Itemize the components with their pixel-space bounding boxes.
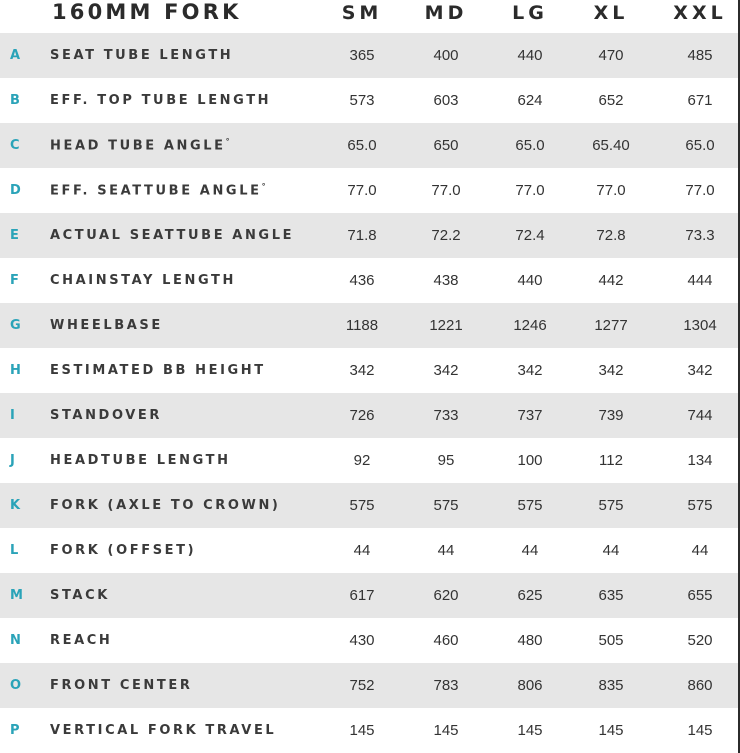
row-label-text: ESTIMATED BB HEIGHT [50,363,266,378]
row-label-text: STACK [50,588,110,603]
degree-symbol: ° [261,182,266,192]
row-label [50,137,332,153]
value-xl: 835 [598,677,624,694]
value-xl: 77.0 [596,182,626,199]
value-sm: 1188 [345,317,379,334]
value-lg: 440 [517,47,543,64]
value-md: 620 [433,587,459,604]
table-row [0,393,740,438]
value-md: 400 [433,47,459,64]
table-row [0,438,740,483]
value-sm: 77.0 [347,182,377,199]
table-body [0,33,740,753]
row-label-text: HEAD TUBE ANGLE [50,138,226,154]
value-md: 72.2 [431,227,461,244]
value-xxl: 342 [687,362,713,379]
row-letter: D [10,183,21,198]
value-lg: 1246 [513,317,547,334]
degree-symbol: ° [225,137,230,147]
size-header-xxl: XXL [673,2,727,24]
value-xxl: 655 [687,587,713,604]
row-label [50,498,332,513]
value-md: 650 [433,137,459,154]
value-lg: 625 [517,587,543,604]
row-letter: G [10,318,21,333]
table-row [0,708,740,753]
value-xl: 575 [598,497,624,514]
row-label-text: VERTICAL FORK TRAVEL [50,723,277,738]
value-lg: 44 [521,542,539,559]
value-sm: 65.0 [347,137,377,154]
value-md: 783 [433,677,459,694]
row-label [50,228,332,243]
row-label [50,633,332,648]
value-xxl: 145 [687,722,713,739]
value-xxl: 65.0 [685,137,715,154]
value-lg: 480 [517,632,543,649]
row-letter: K [10,498,21,513]
value-xl: 72.8 [596,227,626,244]
value-sm: 365 [349,47,375,64]
value-md: 603 [433,92,459,109]
value-xl: 65.40 [592,137,630,154]
row-label-text: EFF. TOP TUBE LENGTH [50,93,272,108]
value-md: 1221 [429,317,463,334]
table-header-row [0,0,740,33]
row-label [50,182,332,198]
value-md: 95 [437,452,455,469]
table-row [0,483,740,528]
value-lg: 737 [517,407,543,424]
value-lg: 72.4 [515,227,545,244]
value-md: 575 [433,497,459,514]
row-label [50,48,332,63]
row-label [50,543,332,558]
value-xl: 44 [602,542,620,559]
value-sm: 752 [349,677,375,694]
value-xl: 342 [598,362,624,379]
value-xxl: 485 [687,47,713,64]
row-letter: A [10,48,21,63]
row-letter: M [10,588,23,603]
value-sm: 145 [349,722,375,739]
value-lg: 806 [517,677,543,694]
table-row [0,303,740,348]
value-lg: 342 [517,362,543,379]
value-xxl: 1304 [683,317,717,334]
value-sm: 92 [353,452,371,469]
row-label [50,723,332,738]
value-xxl: 44 [691,542,709,559]
row-label [50,408,332,423]
value-sm: 726 [349,407,375,424]
row-label-text: FORK (AXLE TO CROWN) [50,498,281,513]
value-xl: 739 [598,407,624,424]
row-label [50,93,332,108]
row-label-text: FRONT CENTER [50,678,193,693]
size-header-xl: XL [593,2,629,24]
table-row [0,528,740,573]
value-lg: 440 [517,272,543,289]
row-letter: F [10,273,19,288]
value-md: 44 [437,542,455,559]
row-letter: C [10,138,20,153]
value-sm: 44 [353,542,371,559]
value-lg: 65.0 [515,137,545,154]
row-letter: I [10,408,15,423]
value-xl: 145 [598,722,624,739]
row-label-text: STANDOVER [50,408,163,423]
value-xl: 112 [599,452,623,469]
row-letter: L [10,543,19,558]
value-md: 438 [433,272,459,289]
row-label-text: HEADTUBE LENGTH [50,453,231,468]
table-row [0,78,740,123]
value-xxl: 73.3 [685,227,715,244]
value-xxl: 134 [687,452,713,469]
value-xxl: 575 [687,497,713,514]
value-xxl: 520 [687,632,713,649]
row-letter: E [10,228,19,243]
row-label [50,363,332,378]
table-row [0,258,740,303]
row-letter: H [10,363,21,378]
value-sm: 71.8 [347,227,377,244]
table-row [0,663,740,708]
row-label [50,678,332,693]
row-label [50,318,332,333]
value-xxl: 77.0 [685,182,715,199]
row-letter: B [10,93,20,108]
size-header-sm: SM [341,2,383,24]
row-letter: O [10,678,22,693]
value-lg: 77.0 [515,182,545,199]
table-row [0,348,740,393]
row-label [50,453,332,468]
table-row [0,213,740,258]
value-md: 733 [433,407,459,424]
row-label-text: FORK (OFFSET) [50,543,197,558]
row-label-text: WHEELBASE [50,318,163,333]
value-sm: 436 [349,272,375,289]
value-sm: 575 [349,497,375,514]
value-sm: 430 [349,632,375,649]
value-xl: 1277 [594,317,628,334]
value-xl: 635 [598,587,624,604]
row-label-text: CHAINSTAY LENGTH [50,273,237,288]
table-row [0,123,740,168]
table-title: 160MM FORK [52,0,242,24]
value-lg: 100 [517,452,543,469]
value-md: 460 [433,632,459,649]
value-xxl: 744 [687,407,713,424]
value-xl: 470 [598,47,624,64]
row-label-text: ACTUAL SEATTUBE ANGLE [50,228,295,243]
value-md: 77.0 [431,182,461,199]
value-sm: 573 [349,92,375,109]
row-letter: P [10,723,20,738]
size-header-lg: LG [512,2,548,24]
value-lg: 575 [517,497,543,514]
table-row [0,573,740,618]
value-xl: 505 [598,632,624,649]
value-xxl: 671 [687,92,713,109]
row-label [50,588,332,603]
table-row [0,618,740,663]
table-row [0,33,740,78]
row-letter: J [10,453,15,468]
value-sm: 617 [349,587,375,604]
row-label-text: SEAT TUBE LENGTH [50,48,234,63]
size-header-md: MD [424,2,468,24]
value-lg: 624 [517,92,543,109]
row-label [50,273,332,288]
row-label-text: EFF. SEATTUBE ANGLE [50,183,262,199]
value-xl: 652 [598,92,624,109]
value-xxl: 444 [687,272,713,289]
table-row [0,168,740,213]
value-sm: 342 [349,362,375,379]
value-md: 342 [433,362,459,379]
value-md: 145 [433,722,459,739]
value-xxl: 860 [687,677,713,694]
row-letter: N [10,633,21,648]
value-lg: 145 [517,722,543,739]
value-xl: 442 [598,272,624,289]
row-label-text: REACH [50,633,113,648]
